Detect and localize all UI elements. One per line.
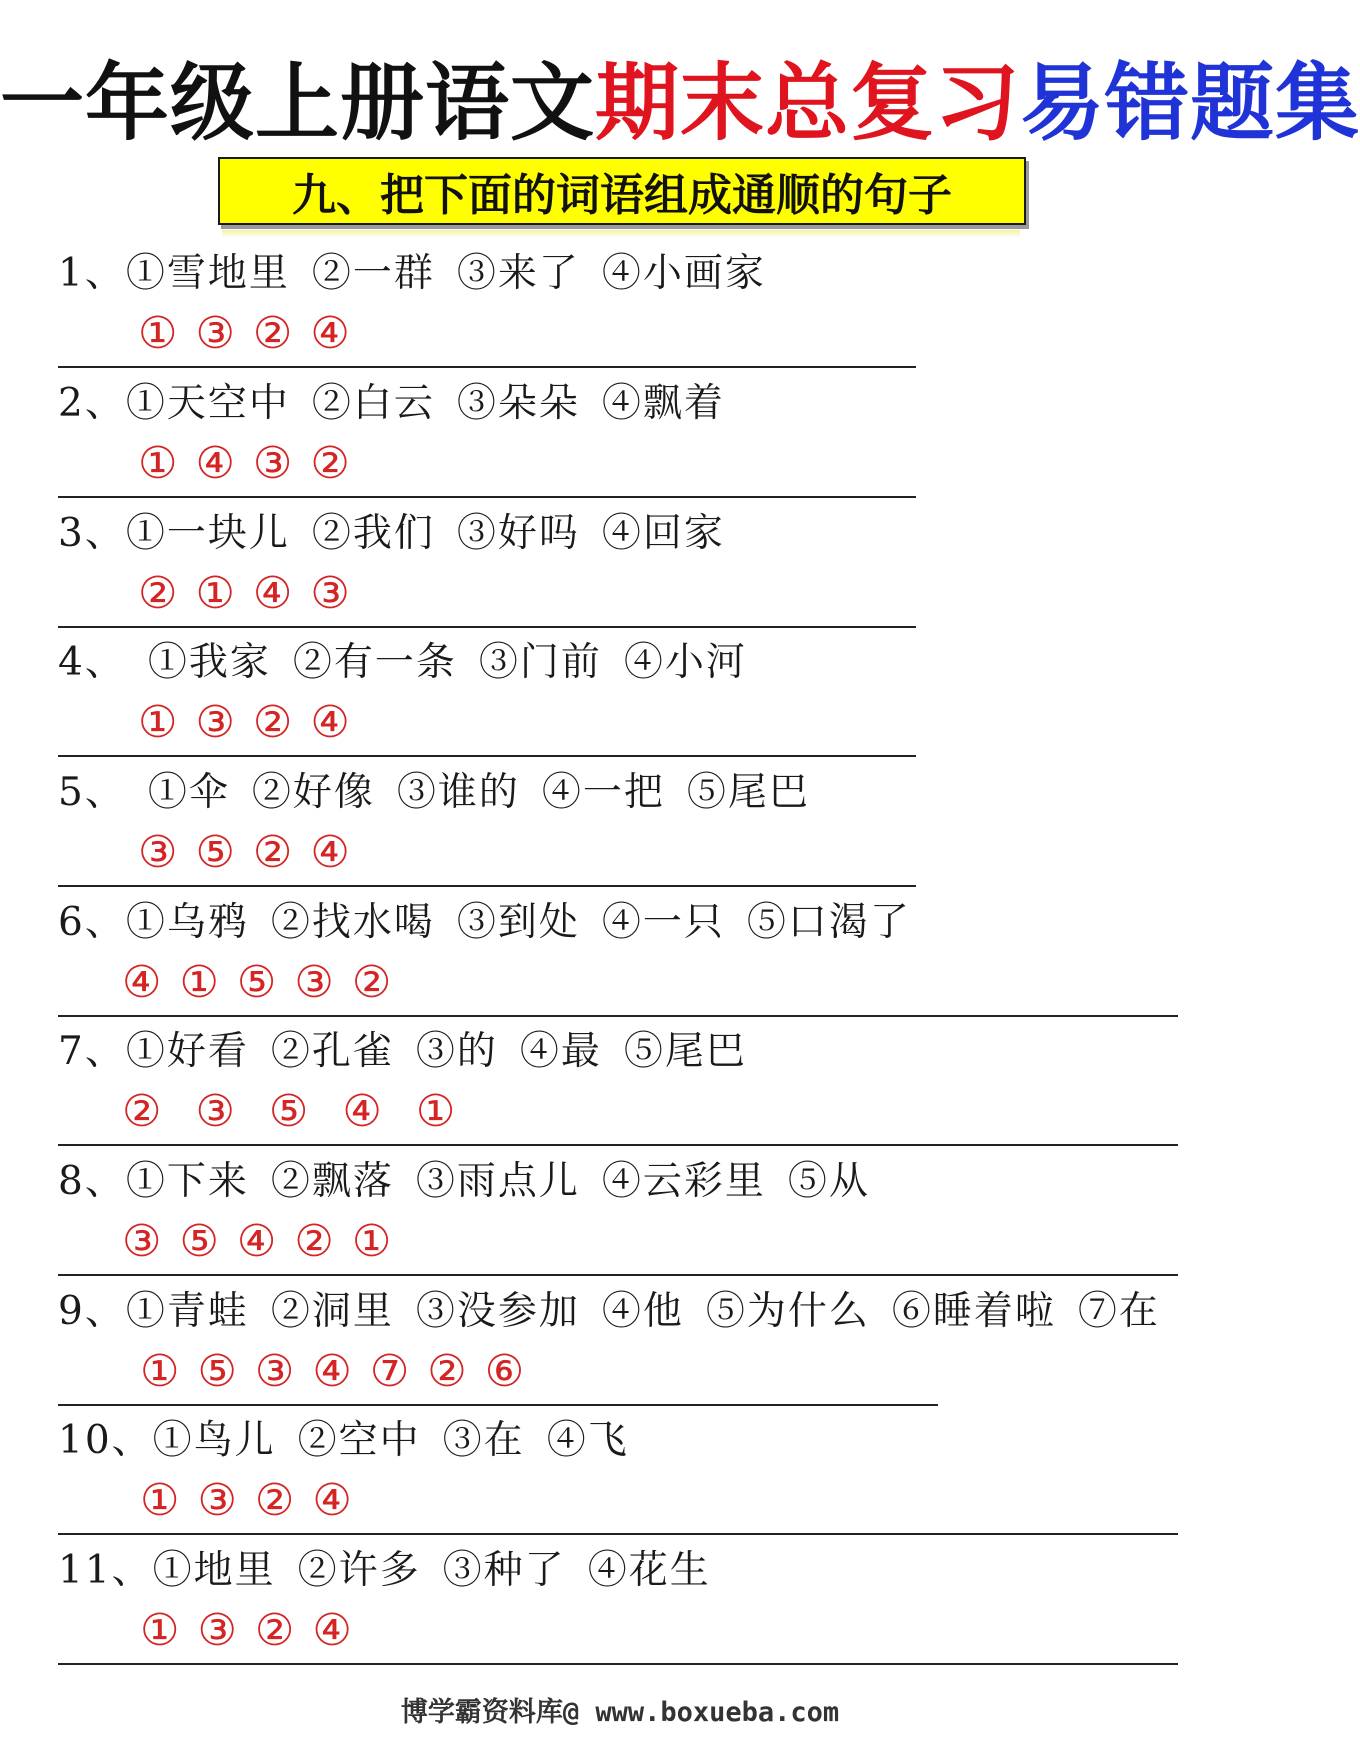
answer-mark: ② (254, 1475, 295, 1526)
answer-mark: ⑤ (268, 1086, 309, 1137)
answer-mark: ④ (310, 308, 350, 359)
question-text (58, 1411, 629, 1471)
answer-mark: ⑦ (369, 1346, 410, 1397)
answer-mark: ④ (312, 1475, 352, 1526)
answer-mark: ② (252, 308, 293, 359)
answer-mark: ① (140, 1475, 180, 1526)
word-option: ②我们 (311, 511, 435, 556)
answer-mark: ③ (122, 1216, 162, 1267)
answer-mark: ② (294, 1216, 334, 1267)
answer-mark: ⑤ (195, 827, 235, 878)
answer-sequence (140, 1605, 370, 1657)
question-number: 1、 (58, 251, 126, 296)
answer-mark: ③ (138, 827, 178, 878)
question-text (58, 374, 725, 434)
answer-mark: ③ (254, 1346, 295, 1397)
answer-mark: ④ (312, 1346, 352, 1397)
answer-mark: ① (138, 697, 178, 748)
word-option: ②有一条 (292, 640, 457, 685)
question-text (58, 1541, 711, 1601)
word-option: ①我家 (147, 640, 271, 685)
answer-sequence (138, 697, 368, 749)
word-option: ③好吗 (456, 511, 580, 556)
title-part-1: 一年级上册语文 (0, 54, 596, 152)
word-option: ②许多 (297, 1548, 421, 1593)
answer-mark: ① (140, 1605, 180, 1656)
answer-mark: ④ (310, 827, 350, 878)
word-option: ④花生 (587, 1548, 711, 1593)
word-option: ③种了 (442, 1548, 566, 1593)
word-option: ②找水喝 (270, 900, 435, 945)
answer-mark: ② (138, 568, 178, 619)
answer-sequence (122, 1086, 473, 1138)
answer-mark: ⑥ (484, 1346, 525, 1397)
answer-mark: ② (254, 1605, 295, 1656)
answer-mark: ① (138, 438, 178, 489)
section-heading: 九、把下面的词语组成通顺的句子 (218, 157, 1026, 225)
question-number: 7、 (58, 1029, 126, 1074)
word-option: ④他 (601, 1289, 684, 1334)
question-text (58, 1022, 747, 1082)
word-option: ④回家 (601, 511, 725, 556)
word-option: ③的 (415, 1029, 498, 1074)
answer-sequence (140, 1475, 370, 1527)
question-item (0, 1276, 1240, 1406)
answer-mark: ⑤ (179, 1216, 219, 1267)
answer-sequence (138, 308, 368, 360)
word-option: ⑤为什么 (705, 1289, 870, 1334)
word-option: ②好像 (251, 770, 375, 815)
answer-mark: ③ (195, 697, 235, 748)
word-option: ④飞 (546, 1418, 629, 1463)
question-number: 8、 (58, 1159, 126, 1204)
answer-mark: ⑤ (197, 1346, 237, 1397)
answer-sequence (140, 1346, 542, 1398)
word-option: ③雨点儿 (415, 1159, 580, 1204)
question-item (0, 757, 1240, 887)
word-option: ②飘落 (270, 1159, 394, 1204)
question-item (0, 1016, 1240, 1146)
question-number: 6、 (58, 900, 126, 945)
answer-mark: ③ (310, 568, 350, 619)
question-item (0, 1405, 1240, 1535)
answer-line (58, 1663, 1178, 1665)
title-part-2: 期末总复习 (595, 54, 1021, 152)
question-text (58, 633, 747, 693)
word-option: ①地里 (152, 1548, 276, 1593)
answer-mark: ② (252, 697, 293, 748)
answer-sequence (138, 438, 368, 490)
answer-mark: ① (138, 308, 178, 359)
word-option: ⑤从 (787, 1159, 870, 1204)
page-title (0, 48, 1360, 158)
answer-mark: ④ (310, 697, 350, 748)
word-option: ③在 (442, 1418, 525, 1463)
word-option: ②孔雀 (270, 1029, 394, 1074)
word-option: ①好看 (125, 1029, 249, 1074)
word-option: ③来了 (456, 251, 580, 296)
word-option: ②洞里 (270, 1289, 394, 1334)
question-text (58, 244, 766, 304)
title-part-3: 易错题集 (1020, 54, 1360, 152)
question-number: 4、 (58, 640, 126, 685)
question-text (58, 763, 810, 823)
answer-mark: ⑤ (236, 957, 277, 1008)
answer-mark: ② (310, 438, 350, 489)
word-option: ⑥睡着啦 (891, 1289, 1056, 1334)
question-item (0, 1535, 1240, 1665)
word-option: ②一群 (311, 251, 435, 296)
answer-mark: ④ (122, 957, 162, 1008)
answer-mark: ① (140, 1346, 180, 1397)
word-option: ①鸟儿 (152, 1418, 276, 1463)
question-item (0, 498, 1240, 628)
word-option: ④云彩里 (601, 1159, 766, 1204)
answer-mark: ③ (195, 308, 235, 359)
answer-mark: ③ (294, 957, 334, 1008)
answer-mark: ④ (195, 438, 235, 489)
word-option: ③到处 (456, 900, 580, 945)
footer-watermark: 博学霸资料库@ www.boxueba.com (400, 1697, 840, 1728)
question-text (58, 504, 725, 564)
word-option: ⑤口渴了 (746, 900, 911, 945)
word-option: ④一把 (541, 770, 665, 815)
word-option: ①青蛙 (125, 1289, 249, 1334)
question-text (58, 893, 911, 953)
answer-mark: ④ (252, 568, 293, 619)
question-number: 9、 (58, 1289, 126, 1334)
word-option: ④小河 (623, 640, 747, 685)
word-option: ④最 (519, 1029, 602, 1074)
answer-mark: ② (252, 827, 293, 878)
word-option: ①伞 (147, 770, 230, 815)
word-option: ④一只 (601, 900, 725, 945)
answer-mark: ③ (195, 1086, 235, 1137)
word-option: ①乌鸦 (125, 900, 249, 945)
answer-mark: ③ (252, 438, 293, 489)
word-option: ④小画家 (601, 251, 766, 296)
word-option: ③谁的 (396, 770, 520, 815)
question-text (58, 1152, 870, 1212)
answer-mark: ④ (236, 1216, 277, 1267)
question-number: 11、 (58, 1548, 153, 1593)
question-number: 2、 (58, 381, 126, 426)
answer-sequence (138, 568, 368, 620)
word-option: ③没参加 (415, 1289, 580, 1334)
question-item (0, 238, 1240, 368)
section-heading-shadow (222, 230, 1020, 238)
question-text (58, 1282, 1160, 1342)
answer-sequence (122, 957, 409, 1009)
word-option: ②空中 (297, 1418, 421, 1463)
answer-sequence (138, 827, 368, 879)
word-option: ①天空中 (125, 381, 290, 426)
answer-mark: ① (351, 1216, 392, 1267)
answer-mark: ② (122, 1086, 162, 1137)
question-item (0, 627, 1240, 757)
question-number: 5、 (58, 770, 126, 815)
word-option: ①一块儿 (125, 511, 290, 556)
answer-mark: ② (427, 1346, 467, 1397)
word-option: ⑦在 (1077, 1289, 1160, 1334)
answer-mark: ① (179, 957, 219, 1008)
word-option: ⑤尾巴 (623, 1029, 747, 1074)
word-option: ④飘着 (601, 381, 725, 426)
answer-mark: ③ (197, 1475, 237, 1526)
word-option: ①下来 (125, 1159, 249, 1204)
answer-mark: ① (195, 568, 235, 619)
answer-mark: ④ (312, 1605, 352, 1656)
question-item (0, 368, 1240, 498)
word-option: ②白云 (311, 381, 435, 426)
word-option: ①雪地里 (125, 251, 290, 296)
answer-mark: ① (415, 1086, 456, 1137)
answer-mark: ④ (342, 1086, 382, 1137)
word-option: ⑤尾巴 (686, 770, 810, 815)
question-item (0, 1146, 1240, 1276)
answer-sequence (122, 1216, 409, 1268)
question-item (0, 887, 1240, 1017)
word-option: ③朵朵 (456, 381, 580, 426)
answer-mark: ② (351, 957, 392, 1008)
answer-mark: ③ (197, 1605, 237, 1656)
word-option: ③门前 (478, 640, 602, 685)
question-number: 3、 (58, 511, 126, 556)
question-number: 10、 (58, 1418, 153, 1463)
